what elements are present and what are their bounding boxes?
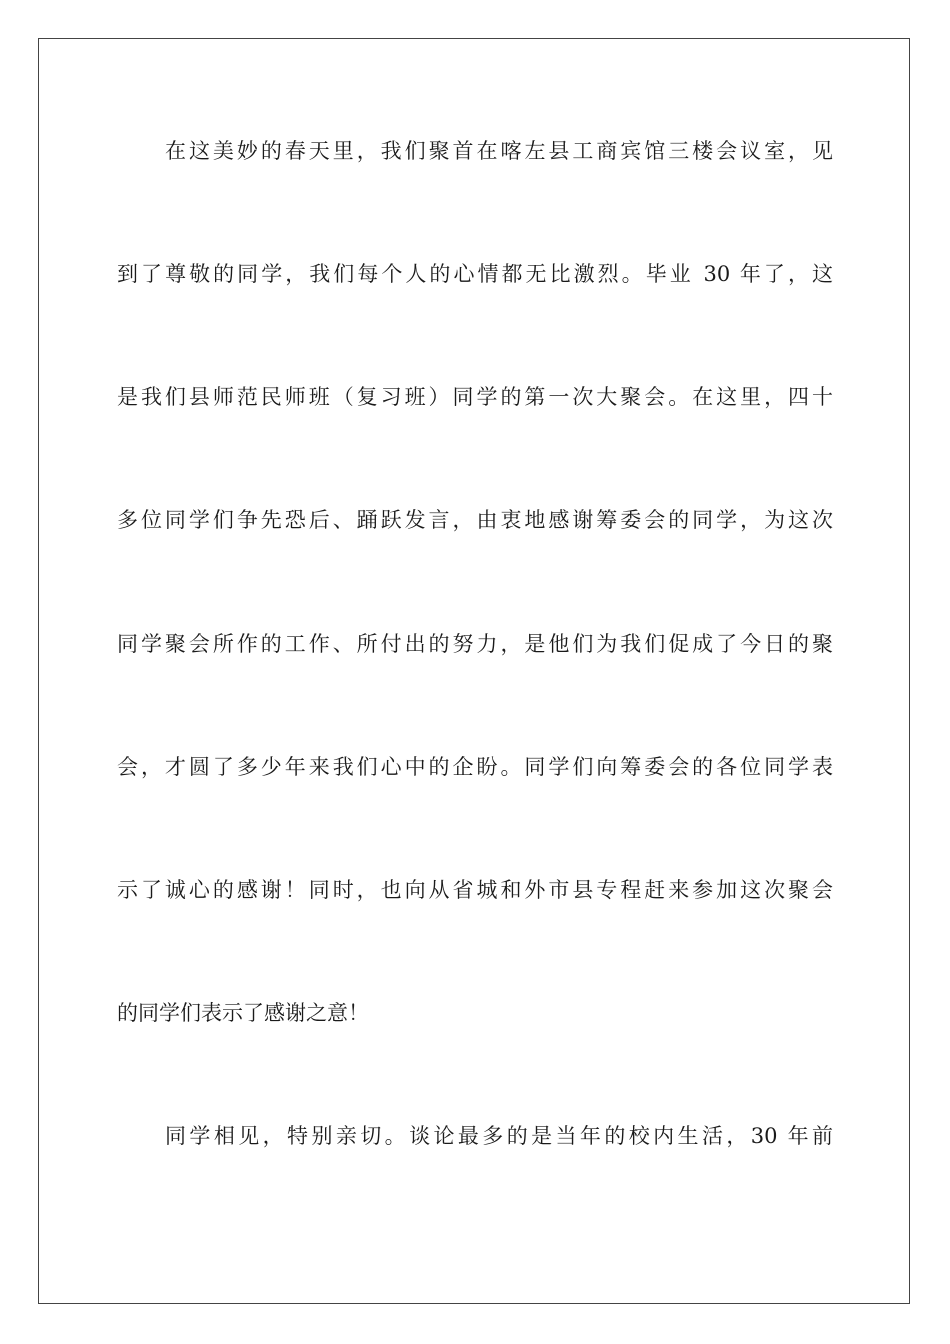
paragraph-1-line-4: 多位同学们争先恐后、踊跃发言，由衷地感谢筹委会的同学，为这次 [117,508,833,532]
paragraph-1-line-1: 在这美妙的春天里，我们聚首在喀左县工商宾馆三楼会议室，见 [165,139,833,163]
paragraph-1-line-8: 的同学们表示了感谢之意！ [117,1001,369,1025]
page-frame [38,38,910,1304]
paragraph-1-line-5: 同学聚会所作的工作、所付出的努力，是他们为我们促成了今日的聚 [117,632,833,656]
paragraph-1-line-6: 会，才圆了多少年来我们心中的企盼。同学们向筹委会的各位同学表 [117,755,833,779]
paragraph-2-line-1: 同学相见，特别亲切。谈论最多的是当年的校内生活，30 年前 [165,1124,833,1148]
paragraph-1-line-7: 示了诚心的感谢！同时，也向从省城和外市县专程赶来参加这次聚会 [117,878,833,902]
paragraph-1-line-2: 到了尊敬的同学，我们每个人的心情都无比激烈。毕业 30 年了，这 [117,262,833,286]
paragraph-1-line-3: 是我们县师范民师班（复习班）同学的第一次大聚会。在这里，四十 [117,385,833,409]
